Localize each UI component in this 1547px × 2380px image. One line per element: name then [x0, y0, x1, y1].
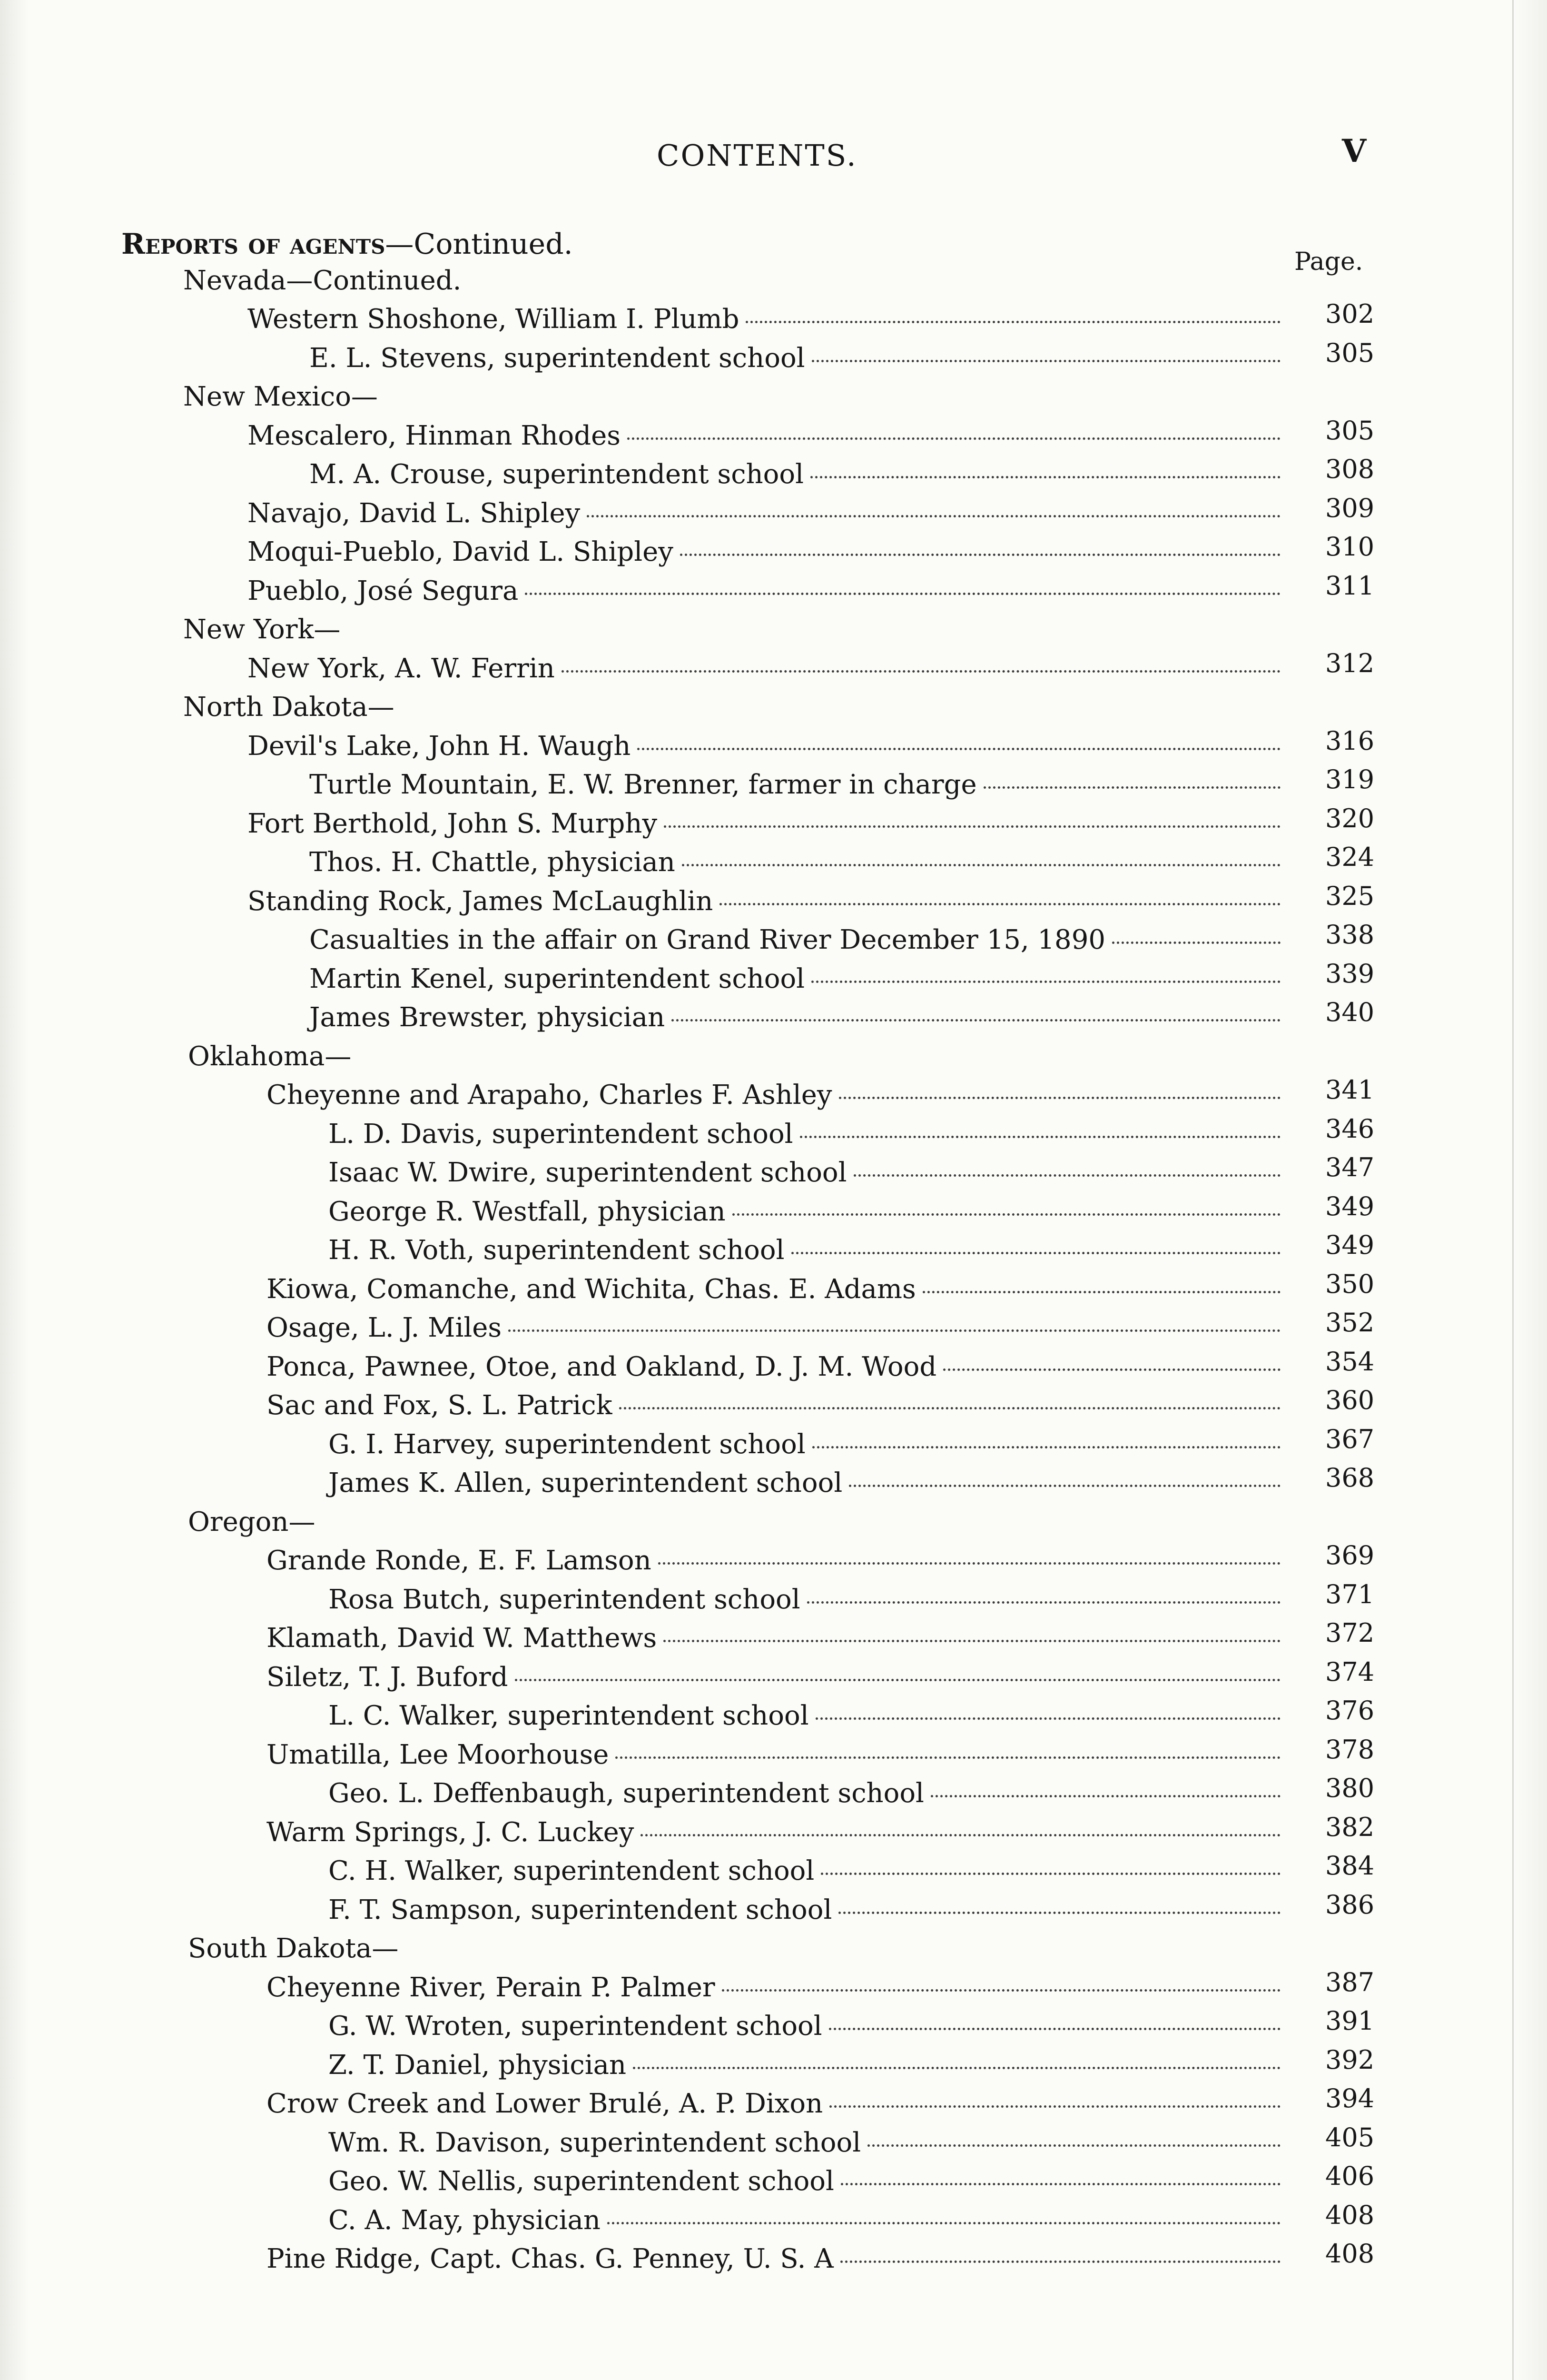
toc-entry — [0, 1890, 1547, 1929]
dot-leader — [931, 1795, 1281, 1797]
toc-entry — [0, 1657, 1547, 1696]
dot-leader — [722, 1989, 1281, 1992]
dot-leader — [854, 1174, 1281, 1177]
toc-entry — [0, 2240, 1547, 2279]
toc-entry-label: Umatilla, Lee Moorhouse — [266, 1739, 609, 1770]
toc-entry-page: 392 — [1325, 2044, 1375, 2075]
toc-entry-line — [328, 1235, 1281, 1266]
toc-entry-label: Devil's Lake, John H. Waugh — [247, 730, 631, 762]
toc-entry-label: James Brewster, physician — [309, 1002, 665, 1033]
toc-entry — [0, 1619, 1547, 1658]
toc-entry-label: Sac and Fox, S. L. Patrick — [266, 1390, 612, 1421]
toc-entry-label: Ponca, Pawnee, Otoe, and Oakland, D. J. M. Wood — [266, 1351, 937, 1382]
toc-entry-page: 376 — [1325, 1696, 1375, 1726]
toc-entry — [0, 1386, 1547, 1425]
toc-entry — [0, 765, 1547, 804]
toc-entry-line — [309, 847, 1281, 878]
toc-entry-line — [328, 1429, 1281, 1460]
toc-entry-line — [247, 886, 1281, 917]
toc-entry-line — [309, 924, 1281, 955]
toc-entry-page: 380 — [1325, 1773, 1375, 1803]
toc-entry-line — [328, 2011, 1281, 2042]
toc-entry-label: Oklahoma— — [188, 1041, 352, 1072]
section-heading-caps: Reports of agents — [121, 228, 385, 261]
toc-entry-page: 346 — [1325, 1113, 1375, 1144]
page-number: V — [1342, 132, 1367, 169]
toc-entry — [0, 882, 1547, 921]
toc-entry-label: New York— — [183, 614, 341, 645]
toc-entry-page: 360 — [1325, 1385, 1375, 1415]
toc-entry — [0, 1774, 1547, 1813]
toc-entry — [0, 1813, 1547, 1852]
section-heading — [121, 228, 573, 261]
toc-entry-page: 316 — [1325, 725, 1375, 756]
toc-entry — [0, 1968, 1547, 2007]
toc-entry-line — [188, 1933, 398, 1964]
toc-entry-page: 369 — [1325, 1540, 1375, 1570]
toc-entry-line — [328, 1700, 1281, 1731]
dot-leader — [627, 437, 1281, 440]
toc-entry-label: G. I. Harvey, superintendent school — [328, 1428, 806, 1460]
toc-entry-label: James K. Allen, superintendent school — [328, 1468, 843, 1498]
dot-leader — [525, 593, 1281, 595]
toc-state-heading — [0, 1929, 1547, 1968]
toc-entry-label: Z. T. Daniel, physician — [328, 2049, 627, 2081]
toc-entry-page: 408 — [1325, 2239, 1375, 2269]
dot-leader — [867, 2144, 1281, 2147]
section-heading-suffix: —Continued. — [385, 228, 573, 261]
toc-entry-page: 347 — [1325, 1152, 1375, 1182]
toc-entry-line — [266, 1662, 1281, 1693]
toc-entry-label: George R. Westfall, physician — [328, 1196, 726, 1227]
toc-entry — [0, 843, 1547, 882]
toc-entry-page: 394 — [1325, 2083, 1375, 2113]
toc-entry-line — [183, 614, 340, 645]
toc-entry — [0, 1231, 1547, 1270]
toc-entry-line — [266, 2088, 1281, 2119]
toc-entry-page: 340 — [1325, 997, 1375, 1027]
dot-leader — [812, 360, 1281, 362]
toc-entry-line — [328, 2166, 1281, 2197]
toc-entry-label: Western Shoshone, William I. Plumb — [247, 304, 739, 335]
toc-state-heading — [0, 688, 1547, 727]
toc-entry-label: Osage, L. J. Miles — [266, 1312, 502, 1343]
toc-state-heading — [0, 610, 1547, 649]
dot-leader — [840, 2261, 1281, 2263]
dot-leader — [812, 1446, 1281, 1448]
dot-leader — [839, 1097, 1281, 1099]
dot-leader — [508, 1329, 1281, 1332]
toc-entry-label: Oregon— — [188, 1506, 315, 1537]
dot-leader — [800, 1136, 1281, 1138]
toc-entry-page: 391 — [1325, 2006, 1375, 2036]
toc-entry-line — [328, 1196, 1281, 1227]
dot-leader — [829, 2028, 1281, 2030]
toc-entry-line — [309, 1002, 1281, 1033]
toc-entry-line — [266, 1972, 1281, 2003]
toc-entry — [0, 1541, 1547, 1580]
toc-entry — [0, 1153, 1547, 1192]
toc-entry-line — [309, 963, 1281, 994]
toc-entry — [0, 1852, 1547, 1891]
toc-entry-label: G. W. Wroten, superintendent school — [328, 2011, 822, 2042]
toc-entry-page: 341 — [1325, 1075, 1375, 1105]
toc-entry-line — [266, 1080, 1281, 1111]
toc-entry-page: 319 — [1325, 764, 1375, 794]
toc-entry-label: Klamath, David W. Matthews — [266, 1623, 657, 1654]
toc-entry-page: 309 — [1325, 493, 1375, 523]
dot-leader — [615, 1756, 1281, 1759]
toc-entry-page: 305 — [1325, 337, 1375, 368]
toc-entry — [0, 300, 1547, 339]
toc-entry-line — [328, 2050, 1281, 2081]
toc-entry-label: Crow Creek and Lower Brulé, A. P. Dixon — [266, 2088, 823, 2119]
toc-entry-label: Moqui-Pueblo, David L. Shipley — [247, 536, 673, 567]
toc-entry-line — [266, 1274, 1281, 1305]
dot-leader — [682, 864, 1281, 866]
toc-entry-line — [309, 343, 1281, 374]
toc-entry-page: 387 — [1325, 1967, 1375, 1997]
dot-leader — [633, 2067, 1281, 2069]
toc-entry-line — [328, 1468, 1281, 1498]
toc-entry — [0, 416, 1547, 455]
toc-entry-page: 374 — [1325, 1656, 1375, 1687]
toc-entry — [0, 2123, 1547, 2162]
dot-leader — [841, 2183, 1281, 2185]
toc-entry-line — [247, 304, 1281, 335]
page-title: CONTENTS. — [657, 138, 857, 173]
dot-leader — [515, 1679, 1281, 1681]
dot-leader — [664, 825, 1281, 828]
dot-leader — [607, 2222, 1281, 2224]
toc-entry-line — [183, 265, 461, 296]
toc-entry-page: 312 — [1325, 648, 1375, 678]
toc-entry-line — [247, 498, 1281, 529]
toc-entry-label: New York, A. W. Ferrin — [247, 653, 555, 684]
toc-entry — [0, 1425, 1547, 1464]
dot-leader — [671, 1019, 1281, 1021]
toc-entry — [0, 1114, 1547, 1153]
toc-entry-page: 308 — [1325, 454, 1375, 484]
dot-leader — [829, 2105, 1281, 2108]
toc-entry-line — [266, 1390, 1281, 1421]
dot-leader — [746, 321, 1281, 323]
toc-entry-page: 352 — [1325, 1308, 1375, 1338]
toc-entry-page: 382 — [1325, 1812, 1375, 1842]
toc-entry-line — [328, 2127, 1281, 2158]
toc-entry-label: Kiowa, Comanche, and Wichita, Chas. E. Adams — [266, 1273, 916, 1305]
toc-entry-label: L. C. Walker, superintendent school — [328, 1700, 809, 1731]
toc-entry-label: Thos. H. Chattle, physician — [309, 847, 675, 878]
toc-entry-label: F. T. Sampson, superintendent school — [328, 1894, 832, 1925]
toc-entry-page: 339 — [1325, 958, 1375, 989]
toc-entry-line — [247, 536, 1281, 567]
toc-entry — [0, 959, 1547, 998]
toc-entry-page: 320 — [1325, 803, 1375, 833]
toc-entry-line — [247, 731, 1281, 762]
toc-entry-label: Martin Kenel, superintendent school — [309, 963, 805, 994]
toc-entry-page: 311 — [1325, 570, 1375, 601]
toc-entry-label: Pueblo, José Segura — [247, 575, 519, 606]
toc-entry-line — [328, 1157, 1281, 1188]
toc-entry — [0, 1464, 1547, 1503]
dot-leader — [791, 1252, 1281, 1254]
dot-leader — [849, 1485, 1281, 1487]
toc-entry-page: 305 — [1325, 415, 1375, 446]
toc-entry-line — [266, 1623, 1281, 1654]
toc-entry-line — [266, 2243, 1281, 2274]
toc-entry — [0, 494, 1547, 533]
toc-entry-label: Isaac W. Dwire, superintendent school — [328, 1157, 847, 1188]
toc-entry — [0, 1076, 1547, 1115]
dot-leader — [810, 476, 1281, 478]
toc-entry-label: Geo. L. Deffenbaugh, superintendent school — [328, 1778, 924, 1809]
toc-entry-line — [328, 1855, 1281, 1886]
toc-entry — [0, 804, 1547, 843]
toc-entry-page: 350 — [1325, 1269, 1375, 1299]
dot-leader — [732, 1213, 1281, 1216]
toc-entry-line — [183, 692, 394, 723]
toc-entry-label: Wm. R. Davison, superintendent school — [328, 2127, 861, 2158]
toc-entry-page: 368 — [1325, 1463, 1375, 1493]
toc-entry-label: Pine Ridge, Capt. Chas. G. Penney, U. S. A — [266, 2243, 834, 2274]
toc-entry-page: 324 — [1325, 842, 1375, 872]
dot-leader — [807, 1601, 1281, 1604]
page-column-header: Page. — [1294, 248, 1363, 276]
toc-entry-label: Geo. W. Nellis, superintendent school — [328, 2166, 834, 2197]
toc-entry-page: 372 — [1325, 1618, 1375, 1648]
dot-leader — [562, 670, 1281, 673]
toc-entry — [0, 571, 1547, 610]
toc-entry — [0, 1696, 1547, 1735]
toc-entry-page: 378 — [1325, 1734, 1375, 1765]
dot-leader — [943, 1368, 1281, 1371]
toc-entry-line — [328, 2205, 1281, 2236]
toc-entry-page: 406 — [1325, 2161, 1375, 2191]
dot-leader — [923, 1291, 1281, 1293]
dot-leader — [658, 1562, 1281, 1565]
toc-entry-line — [328, 1584, 1281, 1615]
toc-entry-label: M. A. Crouse, superintendent school — [309, 459, 804, 490]
toc-entry-label: H. R. Voth, superintendent school — [328, 1235, 785, 1266]
dot-leader — [619, 1407, 1281, 1409]
dot-leader — [663, 1640, 1281, 1642]
toc-entry — [0, 2084, 1547, 2123]
toc-entry-label: Turtle Mountain, E. W. Brenner, farmer in charge — [309, 769, 977, 800]
toc-entry-line — [247, 808, 1281, 839]
toc-entry-line — [266, 1817, 1281, 1848]
dot-leader — [1112, 942, 1281, 944]
toc-entry-label: Fort Berthold, John S. Murphy — [247, 808, 658, 839]
dot-leader — [984, 786, 1281, 789]
dot-leader — [838, 1912, 1281, 1914]
toc-entry — [0, 2162, 1547, 2201]
toc-entry — [0, 1309, 1547, 1348]
toc-entry — [0, 1735, 1547, 1774]
toc-entry-label: E. L. Stevens, superintendent school — [309, 342, 805, 374]
toc-entry — [0, 921, 1547, 960]
toc-entry-line — [266, 1351, 1281, 1382]
toc-entry-label: C. A. May, physician — [328, 2204, 601, 2236]
toc-entry-page: 405 — [1325, 2122, 1375, 2152]
toc-entry-page: 338 — [1325, 920, 1375, 950]
toc-entry-line — [247, 420, 1281, 451]
toc-entry-line — [188, 1041, 351, 1072]
toc-entry — [0, 649, 1547, 688]
dot-leader — [811, 981, 1281, 983]
toc-entry-page: 349 — [1325, 1191, 1375, 1221]
toc-entry-page: 302 — [1325, 299, 1375, 329]
toc-entry-page: 386 — [1325, 1889, 1375, 1920]
toc-entry-page: 408 — [1325, 2200, 1375, 2230]
dot-leader — [719, 903, 1281, 905]
toc-entry-line — [188, 1507, 315, 1537]
toc-entry-page: 367 — [1325, 1424, 1375, 1454]
toc-entry-line — [328, 1778, 1281, 1809]
toc-entry-label: Cheyenne River, Perain P. Palmer — [266, 1972, 715, 2003]
toc-entry-line — [247, 653, 1281, 684]
toc-entry-line — [309, 459, 1281, 490]
toc-entry-label: Warm Springs, J. C. Luckey — [266, 1816, 634, 1848]
toc-entry-label: South Dakota— — [188, 1933, 399, 1964]
toc-state-heading — [0, 1502, 1547, 1541]
toc-entry-label: Rosa Butch, superintendent school — [328, 1584, 800, 1615]
toc-state-heading — [0, 377, 1547, 416]
toc-entry — [0, 1347, 1547, 1386]
toc-entry-page: 371 — [1325, 1579, 1375, 1609]
toc-entry — [0, 533, 1547, 572]
toc-entry-line — [266, 1545, 1281, 1576]
toc-entry-label: Nevada—Continued. — [183, 265, 462, 296]
toc-state-heading — [0, 1037, 1547, 1076]
toc-entry-label: L. D. Davis, superintendent school — [328, 1118, 793, 1150]
toc-entry-label: Casualties in the affair on Grand River December 15, 1890 — [309, 924, 1105, 955]
toc-entry-label: Navajo, David L. Shipley — [247, 497, 581, 529]
toc-entry-line — [266, 1312, 1281, 1343]
toc-entry-line — [266, 1739, 1281, 1770]
toc-entry-label: Grande Ronde, E. F. Lamson — [266, 1545, 651, 1576]
toc-entry — [0, 998, 1547, 1037]
toc-entry — [0, 2045, 1547, 2084]
toc-entry-line — [247, 575, 1281, 606]
toc-entry-label: C. H. Walker, superintendent school — [328, 1855, 815, 1886]
dot-leader — [680, 554, 1281, 556]
toc-entry — [0, 726, 1547, 765]
toc-entry — [0, 1192, 1547, 1231]
toc-entry-page: 310 — [1325, 532, 1375, 562]
dot-leader — [587, 515, 1281, 517]
table-of-contents — [0, 261, 1547, 2278]
toc-entry-label: New Mexico— — [183, 381, 378, 412]
toc-entry-page: 354 — [1325, 1346, 1375, 1377]
toc-entry-label: Standing Rock, James McLaughlin — [247, 885, 713, 917]
dot-leader — [637, 748, 1281, 750]
toc-entry-label: Siletz, T. J. Buford — [266, 1661, 508, 1693]
toc-entry — [0, 1269, 1547, 1309]
toc-entry-label: Mescalero, Hinman Rhodes — [247, 420, 621, 451]
toc-entry-line — [183, 381, 378, 412]
dot-leader — [816, 1717, 1281, 1720]
toc-entry-page: 349 — [1325, 1230, 1375, 1260]
toc-entry-page: 384 — [1325, 1851, 1375, 1881]
toc-entry-line — [328, 1119, 1281, 1150]
dot-leader — [821, 1873, 1281, 1875]
dot-leader — [640, 1834, 1281, 1836]
toc-entry — [0, 338, 1547, 377]
toc-entry — [0, 2007, 1547, 2046]
toc-entry — [0, 1580, 1547, 1619]
toc-state-heading — [0, 261, 1547, 300]
toc-entry-label: North Dakota— — [183, 692, 394, 723]
toc-entry-line — [328, 1894, 1281, 1925]
toc-entry — [0, 2201, 1547, 2240]
toc-entry-page: 325 — [1325, 881, 1375, 911]
toc-entry-label: Cheyenne and Arapaho, Charles F. Ashley — [266, 1080, 832, 1111]
toc-entry-line — [309, 769, 1281, 800]
toc-entry — [0, 455, 1547, 494]
